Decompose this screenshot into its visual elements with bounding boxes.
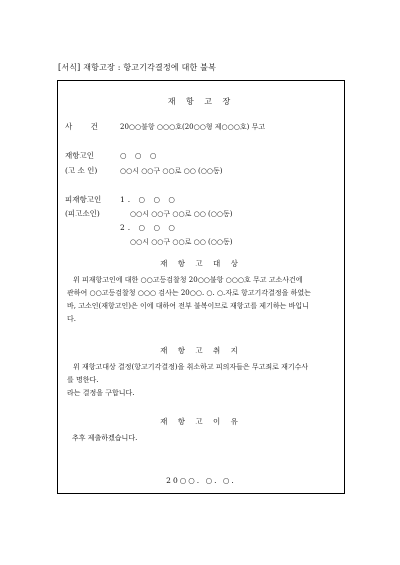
purpose-line: 를 명한다. xyxy=(67,376,99,384)
purpose-heading: 재 항 고 취 지 xyxy=(160,346,242,355)
respondent-2-address: ○○시 ○○구 ○○로 ○○ (○○동) xyxy=(130,238,233,246)
re-appellant-label: 재항고인 xyxy=(65,151,94,160)
document-caption: [서식] 재항고장 : 항고기각결정에 대한 불복 xyxy=(58,63,217,72)
respondent-sub-label: (피고소인) xyxy=(65,209,100,218)
subject-heading: 재 항 고 대 상 xyxy=(160,259,242,268)
subject-paragraph xyxy=(67,274,339,326)
document-frame xyxy=(57,80,345,494)
respondent-1-address: ○○시 ○○구 ○○로 ○○ (○○동) xyxy=(130,210,233,218)
reason-heading: 재 항 고 이 유 xyxy=(160,417,242,426)
document-title: 재 항 고 장 xyxy=(167,97,235,106)
re-appellant-address: ○○시 ○○구 ○○로 ○○ (○○동) xyxy=(120,167,223,175)
subject-line: 바, 고소인(재항고인)은 이에 대하여 전부 불복이므로 재항고를 제기하는 바입니 xyxy=(67,302,309,310)
purpose-line: 라는 결정을 구합니다. xyxy=(67,389,135,397)
respondent-1-name: 1. ○ ○ ○ xyxy=(120,195,178,204)
purpose-paragraph xyxy=(67,361,339,400)
case-label: 사 건 xyxy=(65,122,106,131)
subject-line: 다. xyxy=(67,315,76,323)
complainant-label: (고 소 인) xyxy=(65,166,98,175)
subject-line: 위 피재항고인에 대한 ○○고등검찰청 20○○불항 ○○○호 무고 고소사건에 xyxy=(73,276,303,284)
subject-line: 관하여 ○○고등검찰청 ○○○ 검사는 20○○. ○. ○.자로 항고기각결정을 하였는 xyxy=(67,289,311,297)
reason-text: 추후 제출하겠습니다. xyxy=(72,434,138,442)
respondent-2-name: 2. ○ ○ ○ xyxy=(120,223,178,232)
purpose-line: 위 재항고대상 결정(항고기각결정)을 취소하고 피의자들은 무고죄로 재기수사 xyxy=(73,363,309,371)
re-appellant-name: ○ ○ ○ xyxy=(120,151,160,160)
respondent-label: 피재항고인 xyxy=(65,195,102,204)
document-date: 20○○. ○. ○. xyxy=(166,476,236,485)
case-value: 20○○불항 ○○○호(20○○형 제○○○호) 무고 xyxy=(120,123,266,131)
